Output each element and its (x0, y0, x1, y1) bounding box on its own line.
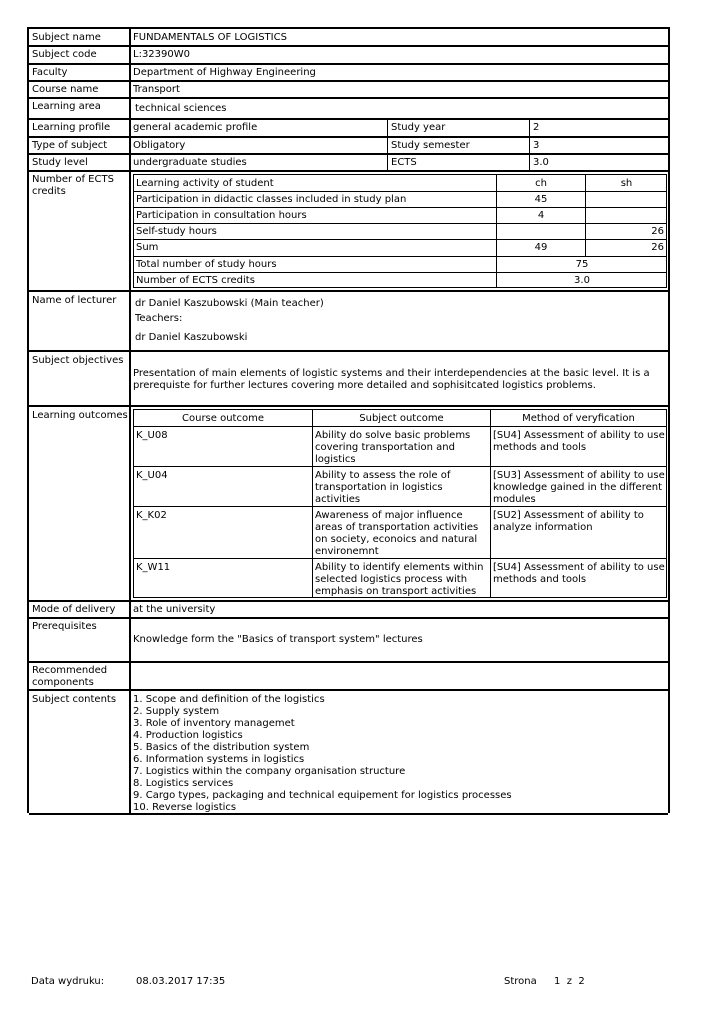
learning-profile-value: general academic profile (133, 122, 258, 133)
ects-activity: Self-study hours (136, 226, 217, 237)
ects-sh-value: 26 (651, 242, 664, 253)
lecturer-label: Name of lecturer (32, 295, 117, 306)
contents-label: Subject contents (32, 694, 117, 705)
lecturer-teachers-label: Teachers: (135, 313, 183, 324)
ects-table (133, 174, 667, 288)
lecturer-teachers: dr Daniel Kaszubowski (135, 332, 248, 343)
outcome-subject: Ability to assess the role of transportation in logistics activities (315, 470, 451, 505)
objectives-text: Presentation of main elements of logistic systems and their interdependencies at the basic level. It is a prerequiste for further lectures covering more detailed and sophisitcated logistics problems. (133, 368, 650, 391)
list-item: 10. Reverse logistics (133, 802, 237, 813)
ects-credits-label: Number of ECTS credits (32, 174, 114, 197)
recommended-label: Recommended components (32, 665, 108, 688)
total-ects-value: 3.0 (574, 275, 590, 286)
outcome-course: K_W11 (136, 562, 171, 573)
ects-activity: Sum (136, 242, 159, 253)
ects-activity: Participation in didactic classes included in study plan (136, 194, 407, 205)
ects-header-activity: Learning activity of student (136, 178, 274, 189)
study-semester-label: Study semester (391, 140, 470, 151)
ects-header-ch: ch (535, 178, 547, 189)
study-level-value: undergraduate studies (133, 157, 247, 168)
delivery-label: Mode of delivery (32, 604, 116, 615)
learning-area-label: Learning area (32, 101, 101, 112)
list-item: 9. Cargo types, packaging and technical equipement for logistics processes (133, 790, 512, 801)
syllabus-table (27, 27, 670, 813)
outcomes-table (133, 409, 667, 598)
total-ects-label: Number of ECTS credits (136, 275, 255, 286)
prerequisites-value: Knowledge form the "Basics of transport system" lectures (133, 634, 423, 645)
ects-sh-value: 26 (651, 226, 664, 237)
contents-list (133, 694, 663, 814)
outcomes-label: Learning outcomes (32, 410, 128, 421)
study-year-value: 2 (533, 122, 540, 133)
outcome-method: [SU3] Assessment of ability to use knowledge gained in the different modules (493, 470, 665, 505)
study-semester-value: 3 (533, 140, 540, 151)
study-level-label: Study level (32, 157, 88, 168)
type-of-subject-label: Type of subject (32, 140, 108, 151)
outcome-subject: Ability to identify elements within selected logistics process with emphasis on transport activities (315, 562, 484, 597)
outcome-method: [SU2] Assessment of ability to analyze information (493, 510, 644, 533)
faculty-label: Faculty (32, 67, 68, 78)
ects-label: ECTS (391, 157, 417, 168)
course-name-value: Transport (133, 84, 180, 95)
outcome-subject: Ability do solve basic problems covering transportation and logistics (315, 430, 471, 465)
page-number: 1 z 2 (554, 976, 585, 987)
list-item: 4. Production logistics (133, 730, 243, 741)
list-item: 8. Logistics services (133, 778, 234, 789)
list-item: 2. Supply system (133, 706, 220, 717)
faculty-value: Department of Highway Engineering (133, 67, 316, 78)
ects-header-sh: sh (620, 178, 633, 189)
subject-code-label: Subject code (32, 49, 97, 60)
subject-code-value: L:32390W0 (133, 49, 191, 60)
total-hours-value: 75 (575, 259, 589, 270)
subject-name-label: Subject name (32, 32, 101, 43)
type-of-subject-value: Obligatory (133, 140, 186, 151)
page-label: Strona (504, 976, 537, 987)
outcomes-header-course: Course outcome (182, 413, 264, 424)
list-item: 1. Scope and definition of the logistics (133, 694, 325, 705)
learning-area-value: technical sciences (135, 103, 227, 114)
outcome-method: [SU4] Assessment of ability to use methods and tools (493, 562, 665, 585)
total-hours-label: Total number of study hours (136, 259, 277, 270)
outcome-method: [SU4] Assessment of ability to use methods and tools (493, 430, 665, 453)
delivery-value: at the university (133, 604, 216, 615)
study-year-label: Study year (391, 122, 446, 133)
outcomes-header-subject: Subject outcome (359, 413, 444, 424)
lecturer-main: dr Daniel Kaszubowski (Main teacher) (135, 298, 324, 309)
ects-value: 3.0 (533, 157, 549, 168)
ects-ch-value: 4 (537, 210, 545, 221)
subject-name-value: FUNDAMENTALS OF LOGISTICS (133, 32, 287, 43)
label-column-divider (129, 29, 131, 815)
list-item: 7. Logistics within the company organisation structure (133, 766, 406, 777)
list-item: 5. Basics of the distribution system (133, 742, 310, 753)
outcome-course: K_U08 (136, 430, 168, 441)
learning-profile-label: Learning profile (32, 122, 111, 133)
print-date-label: Data wydruku: (31, 976, 105, 987)
outcome-subject: Awareness of major influence areas of transportation activities on society, econoics and natural environemnt (315, 510, 479, 557)
prerequisites-label: Prerequisites (32, 621, 97, 632)
ects-ch-value: 49 (534, 242, 548, 253)
outcomes-header-method: Method of veryfication (522, 413, 635, 424)
outcome-course: K_K02 (136, 510, 167, 521)
ects-activity: Participation in consultation hours (136, 210, 307, 221)
objectives-label: Subject objectives (32, 355, 124, 366)
course-name-label: Course name (32, 84, 99, 95)
print-date-value: 08.03.2017 17:35 (136, 976, 226, 987)
outcome-course: K_U04 (136, 470, 168, 481)
ects-ch-value: 45 (534, 194, 548, 205)
list-item: 6. Information systems in logistics (133, 754, 305, 765)
list-item: 3. Role of inventory managemet (133, 718, 295, 729)
